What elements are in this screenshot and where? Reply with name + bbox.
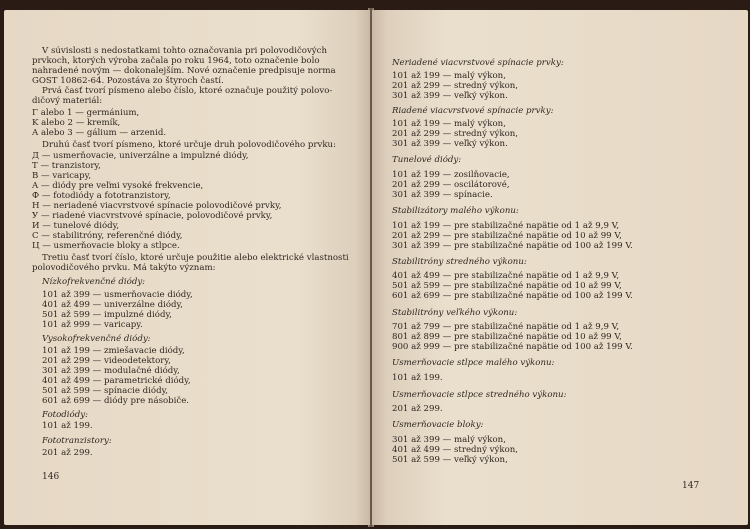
left-page-text-line: Tretiu časť tvorí číslo, ktoré určuje použitie alebo elektrické vlastnosti [42,253,349,263]
left-page-text-line: T — tranzistory, [32,161,101,171]
right-page-text-line: 301 až 399 — veľký výkon. [392,91,508,101]
right-page-section-heading: Neriadené viacvrstvové spínacie prvky: [392,58,564,68]
left-page-text-line: prvkoch, ktorých výroba začala po roku 1964, toto označenie bolo [32,56,320,66]
left-page-text-line: 401 až 499 — parametrické diódy, [42,376,191,386]
right-page-text-line: 401 až 499 — stredný výkon, [392,445,519,455]
left-page-text-line: Ц — usmerňovacie bloky a stlpce. [32,241,180,251]
left-page-section-heading: Vysokofrekvenčné diódy: [42,334,151,344]
left-page-text-line: 301 až 399 — modulačné diódy, [42,366,180,376]
left-page-text-line: 101 až 399 — usmerňovacie diódy, [42,290,193,300]
left-page-text-line: 101 až 199. [42,421,93,431]
right-page-section-heading: Tunelové diódy: [392,155,462,165]
right-page-text-line: 201 až 299 — stredný výkon, [392,81,519,91]
left-page [4,10,370,525]
left-page-text-line: Druhú časť tvorí písmeno, ktoré určuje druh polovodičového prvku: [42,140,336,150]
right-page-section-heading: Stabilitróny veľkého výkonu: [392,308,518,318]
left-page-text-line: polovodičového prvku. Má takýto význam: [32,263,216,273]
right-page-text-line: 301 až 399 — pre stabilizačné napätie od 100 až 199 V. [392,241,633,251]
right-page-text-line: 201 až 299 — oscilátorové, [392,180,510,190]
right-page-text-line: 201 až 299 — pre stabilizačné napätie od 10 až 99 V, [392,231,622,241]
left-page-text-line: B — varicapy, [32,171,92,181]
right-page-text-line: 101 až 199 — pre stabilizačné napätie od 1 až 9,9 V, [392,221,620,231]
left-page-text-line: A — diódy pre veľmi vysoké frekvencie, [32,181,204,191]
left-page-section-heading: Fototranzistory: [42,436,112,446]
left-page-text-line: A alebo 3 — gálium — arzenid. [32,128,167,138]
right-page-text-line: 101 až 199 — zosilňovacie, [392,170,510,180]
right-page-text-line: 301 až 399 — veľký výkon. [392,139,508,149]
right-page-number: 147 [682,481,700,491]
left-page-text-line: Ф — fotodiódy a fototranzistory, [32,191,171,201]
left-page-text-line: 501 až 599 — spínacie diódy, [42,386,169,396]
right-page-text-line: 900 až 999 — pre stabilizačné napätie od 100 až 199 V. [392,342,633,352]
left-page-text-line: Γ alebo 1 — germánium, [32,108,140,118]
right-page-section-heading: Riadené viacvrstvové spínacie prvky: [392,106,554,116]
left-page-text-line: H — neriadené viacvrstvové spínacie polovodičové prvky, [32,201,282,211]
left-page-text-line: 501 až 599 — impulzné diódy, [42,310,172,320]
left-page-text-line: И — tunelové diódy, [32,221,120,231]
left-page-number: 146 [42,472,60,482]
right-page-text-line: 401 až 499 — pre stabilizačné napätie od 1 až 9,9 V, [392,271,620,281]
right-page-text-line: 101 až 199 — malý výkon, [392,71,506,81]
right-page-section-heading: Stabilitróny stredného výkonu: [392,257,527,267]
left-page-text-line: У — riadené viacvrstvové spínacie, polovodičové prvky, [32,211,273,221]
left-page-text-line: Prvá časť tvorí písmeno alebo číslo, ktoré označuje použitý polovo- [42,86,333,96]
right-page-text-line: 101 až 199. [392,373,443,383]
left-page-text-line: 201 až 299 — videodetektory, [42,356,171,366]
left-page-text-line: nahradené novým — dokonalejším. Nové označenie predpisuje norma [32,66,336,76]
left-page-text-line: C — stabilitróny, referenčné diódy, [32,231,183,241]
right-page-text-line: 301 až 399 — spínacie. [392,190,493,200]
left-page-text-line: Д — usmerňovacie, univerzálne a impulzné diódy, [32,151,249,161]
left-page-text-line: 401 až 499 — univerzálne diódy, [42,300,183,310]
right-page-text-line: 301 až 399 — malý výkon, [392,435,506,445]
right-page-text-line: 601 až 699 — pre stabilizačné napätie od 100 až 199 V. [392,291,633,301]
right-page-text-line: 201 až 299 — stredný výkon, [392,129,519,139]
left-page-text-line: 101 až 999 — varicapy. [42,320,143,330]
left-page-text-line: 201 až 299. [42,448,93,458]
left-page-text-line: 101 až 199 — zmiešavacie diódy, [42,346,185,356]
left-page-text-line: GOST 10862-64. Pozostáva zo štyroch častí. [32,76,224,86]
right-page-text-line: 801 až 899 — pre stabilizačné napätie od 10 až 99 V, [392,332,622,342]
right-page-section-heading: Usmerňovacie stlpce malého výkonu: [392,358,555,368]
right-page-section-heading: Usmerňovacie bloky: [392,420,484,430]
left-page-text-line: V súvislosti s nedostatkami tohto označovania pri polovodičových [42,46,327,56]
left-page-section-heading: Nízkofrekvenčné diódy: [42,277,146,287]
right-page-text-line: 701 až 799 — pre stabilizačné napätie od 1 až 9,9 V, [392,322,620,332]
right-page [372,10,748,525]
right-page-text-line: 101 až 199 — malý výkon, [392,119,506,129]
left-page-section-heading: Fotodiódy: [42,410,88,420]
right-page-section-heading: Stabilizátory malého výkonu: [392,206,519,216]
left-page-text-line: 601 až 699 — diódy pre násobiče. [42,396,190,406]
right-page-text-line: 501 až 599 — veľký výkon, [392,455,508,465]
right-page-section-heading: Usmerňovacie stlpce stredného výkonu: [392,390,567,400]
right-page-text-line: 501 až 599 — pre stabilizačné napätie od 10 až 99 V, [392,281,622,291]
left-page-text-line: dičový materiál: [32,96,103,106]
right-page-text-line: 201 až 299. [392,404,443,414]
left-page-text-line: K alebo 2 — kremík, [32,118,121,128]
